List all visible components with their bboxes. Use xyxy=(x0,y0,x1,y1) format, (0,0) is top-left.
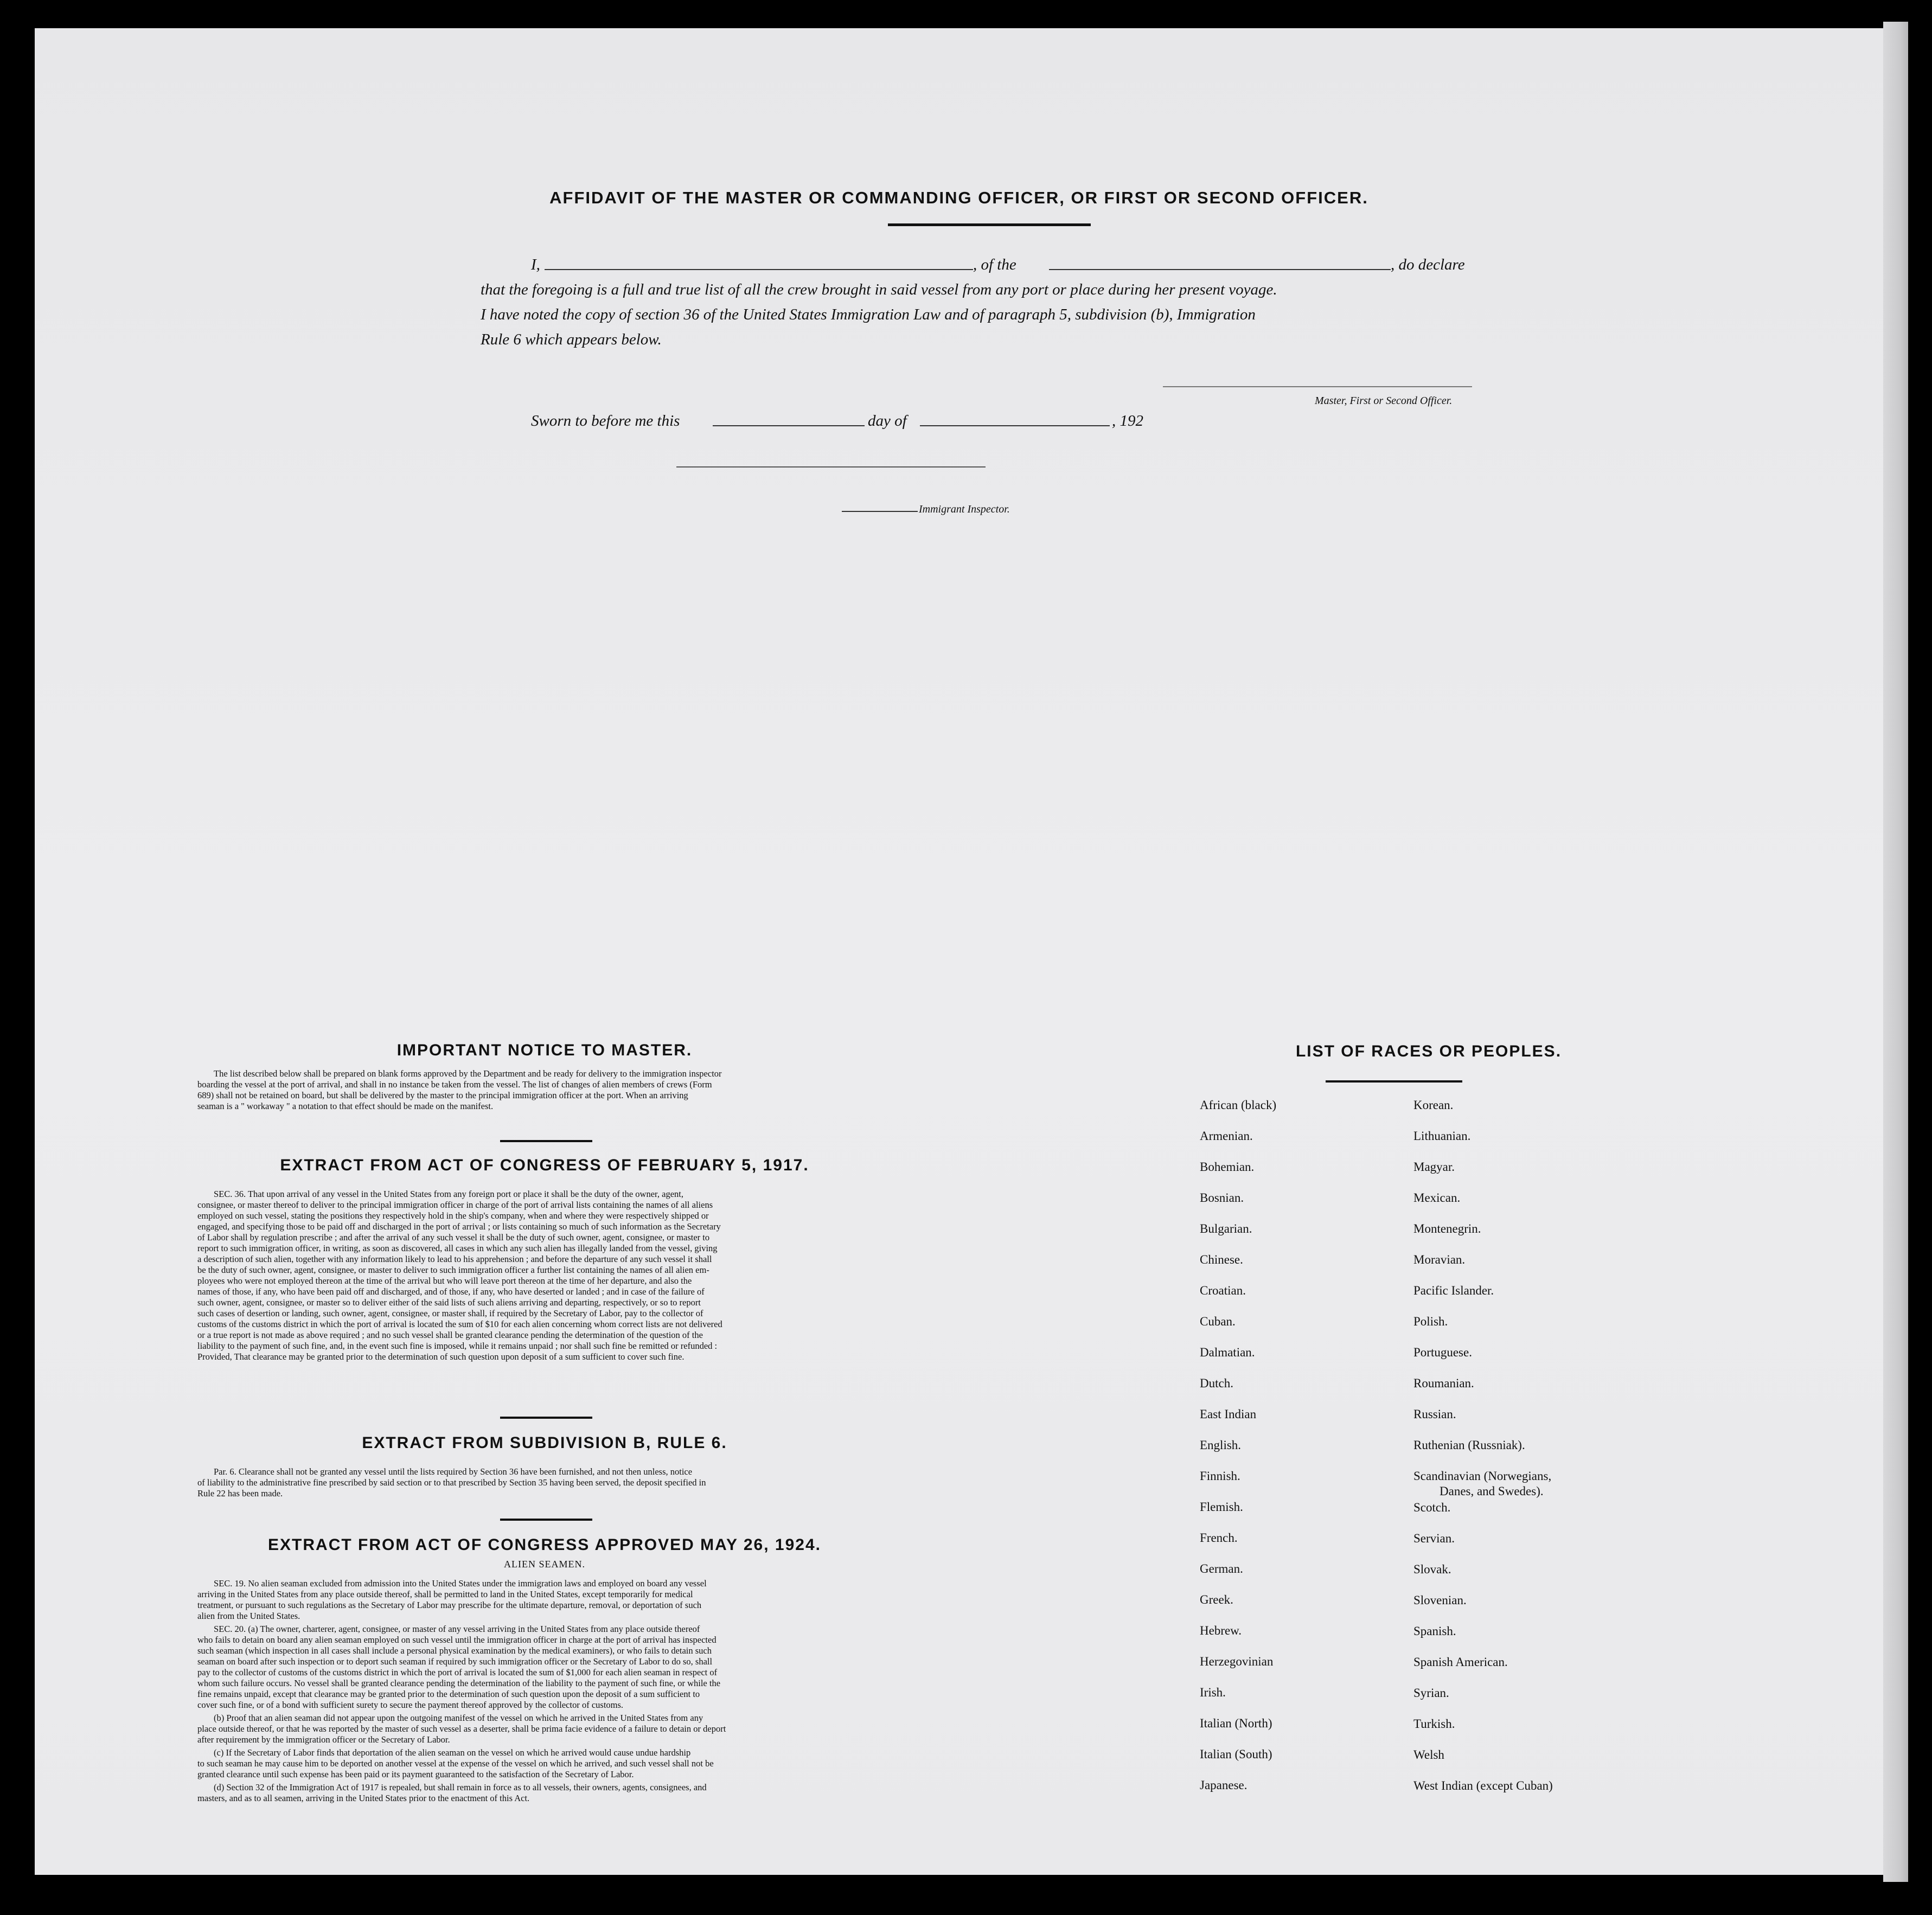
notice-line: boarding the vessel at the port of arrival, and shall in no instance be taken from the vessel. The list of changes of alien members of crews (Form xyxy=(197,1079,712,1090)
race-item: Syrian. xyxy=(1413,1686,1449,1700)
race-item: Bosnian. xyxy=(1200,1191,1244,1205)
rule6-line: Rule 22 has been made. xyxy=(197,1488,283,1498)
section-20-line: cover such fine, or of a bond with sufficient surety to secure the payment thereof approved by the collector of customs. xyxy=(197,1700,624,1710)
section-20c-line: granted clearance until such expense has been paid or its payment guaranteed to the satisfaction of the Secretary of Labor. xyxy=(197,1769,634,1779)
extract-1917-title: EXTRACT FROM ACT OF CONGRESS OF FEBRUARY 5, 1917. xyxy=(280,1156,809,1174)
section-20b-line: (b) Proof that an alien seaman did not appear upon the outgoing manifest of the vessel on which he arrived in the United States from any xyxy=(214,1713,703,1723)
section-20-line: such seaman (which inspection in all cases shall include a personal physical examination by the medical examiners), or who fails to detain such xyxy=(197,1645,712,1656)
document-page xyxy=(35,28,1883,1875)
notice-line: seaman is a " workaway " a notation to that effect should be made on the manifest. xyxy=(197,1101,494,1111)
race-item: African (black) xyxy=(1200,1098,1277,1112)
section-36-line: a description of such alien, together with any information likely to lead to his apprehension ; and before the departure of any such vessel it shall xyxy=(197,1254,712,1264)
sworn-end: , 192 xyxy=(1112,412,1143,430)
race-item: Italian (North) xyxy=(1200,1717,1272,1730)
section-19-line: arriving in the United States from any place outside thereof, shall be permitted to land in the United States, except temporarily for medical xyxy=(197,1589,693,1599)
sworn-month-blank[interactable] xyxy=(920,425,1110,426)
section-36-line: Provided, That clearance may be granted prior to the determination of such question upon deposit of a sum sufficient to cover such fine. xyxy=(197,1352,684,1362)
section-20-line: SEC. 20. (a) The owner, charterer, agent, consignee, or master of any vessel arriving in the United States from any place outside thereof xyxy=(214,1624,700,1634)
race-item: Chinese. xyxy=(1200,1253,1243,1266)
sworn-mid: day of xyxy=(868,412,907,430)
rule6-line: Par. 6. Clearance shall not be granted any vessel until the lists required by Section 36 have been furnished, and not then unless, notice xyxy=(214,1466,693,1477)
race-item: Russian. xyxy=(1413,1407,1456,1421)
affidavit-line1-mid: , of the xyxy=(973,256,1016,273)
race-item: Magyar. xyxy=(1413,1160,1455,1174)
inspector-signature-line[interactable] xyxy=(676,466,986,467)
extract-1924-body xyxy=(197,1578,946,1804)
inspector-label: Immigrant Inspector. xyxy=(919,503,1010,515)
master-label: Master, First or Second Officer. xyxy=(1315,395,1453,407)
race-item: Hebrew. xyxy=(1200,1624,1242,1637)
race-item: Herzegovinian xyxy=(1200,1655,1274,1668)
section-36-line: ployees who were not employed thereon at the time of the arrival but who will leave port thereon at the time of her departure, and also the xyxy=(197,1276,692,1286)
section-36-line: SEC. 36. That upon arrival of any vessel in the United States from any foreign port or place it shall be the duty of the owner, agent, xyxy=(214,1189,683,1199)
section-36-line: liability to the payment of such fine, and, in the event such fine is imposed, while it remains unpaid ; nor shall such fine be remitted or refunded : xyxy=(197,1341,718,1351)
section-36-line: such cases of desertion or landing, such owner, agent, consignee, or master shall, if required by the Secretary of Labor, pay to the collector of xyxy=(197,1308,703,1318)
extract-rule6-title: EXTRACT FROM SUBDIVISION B, RULE 6. xyxy=(362,1434,727,1452)
section-19-line: treatment, or pursuant to such regulations as the Secretary of Labor may prescribe for the ultimate departure, removal, or deportation of such xyxy=(197,1600,702,1610)
race-item: German. xyxy=(1200,1562,1243,1575)
section-36-line: names of those, if any, who have been paid off and discharged, and of those, if any, who have deserted or landed ; and in case of the failure of xyxy=(197,1286,705,1297)
vessel-blank[interactable] xyxy=(1049,269,1391,270)
notice-body xyxy=(197,1068,946,1112)
affidavit-line3: I have noted the copy of section 36 of the United States Immigration Law and of paragraph 5, subdivision (b), Immigration xyxy=(481,306,1256,323)
race-item: Welsh xyxy=(1413,1748,1444,1762)
races-title-rule xyxy=(1326,1080,1462,1083)
race-item: Mexican. xyxy=(1413,1191,1461,1205)
race-item: Turkish. xyxy=(1413,1717,1455,1731)
notice-line: 689) shall not be retained on board, but shall be delivered by the master to the principal immigration officer at the port. When an arriving xyxy=(197,1090,688,1100)
race-item: Slovenian. xyxy=(1413,1593,1467,1607)
rule6-line: of liability to the administrative fine prescribed by said section or to that prescribed by Section 35 having been served, the deposit specified in xyxy=(197,1477,706,1488)
race-item: Bohemian. xyxy=(1200,1160,1255,1174)
section-19-line: alien from the United States. xyxy=(197,1611,300,1621)
race-item: English. xyxy=(1200,1438,1242,1452)
section-36-line: report to such immigration officer, in writing, as soon as discovered, all cases in which any such alien has illegally landed from the vessel, giving xyxy=(197,1243,718,1253)
race-item: Portuguese. xyxy=(1413,1346,1472,1359)
race-item: Ruthenian (Russniak). xyxy=(1413,1438,1525,1452)
section-36-line: be the duty of such owner, agent, consignee, or master to deliver to such immigration officer a further list containing the names of all alien em- xyxy=(197,1265,709,1275)
race-item: Bulgarian. xyxy=(1200,1222,1252,1235)
race-item: West Indian (except Cuban) xyxy=(1413,1779,1553,1792)
extract-rule6-body xyxy=(197,1466,946,1499)
section-36-line: employed on such vessel, stating the positions they respectively hold in the ship's company, when and where they were respectively shipped or xyxy=(197,1211,709,1221)
race-item: Scandinavian (Norwegians, xyxy=(1413,1469,1552,1483)
title-rule xyxy=(888,223,1091,226)
section-19-line: SEC. 19. No alien seaman excluded from admission into the United States under the immigration laws and employed on board any vessel xyxy=(214,1578,707,1589)
race-item: Armenian. xyxy=(1200,1129,1253,1143)
affidavit-line4: Rule 6 which appears below. xyxy=(481,331,662,348)
race-item: Moravian. xyxy=(1413,1253,1466,1266)
race-item: Roumanian. xyxy=(1413,1376,1474,1390)
section-20-line: who fails to detain on board any alien seaman employed on such vessel until the immigration officer in charge at the port of arrival has inspected xyxy=(197,1635,716,1645)
race-item: Lithuanian. xyxy=(1413,1129,1471,1143)
notice-line: The list described below shall be prepared on blank forms approved by the Department and be ready for delivery to the immigration inspector xyxy=(214,1068,722,1079)
race-item: Italian (South) xyxy=(1200,1747,1272,1761)
section-20b-line: place outside thereof, or that he was reported by the master of such vessel as a deserter, shall be prima facie evidence of a failure to detain or deport xyxy=(197,1724,726,1734)
section-20-line: seaman on board after such inspection or to deport such seaman if required by such immigration officer or the Secretary of Labor to do so, shall xyxy=(197,1656,713,1667)
inspector-name-line[interactable] xyxy=(842,511,918,512)
page-edge xyxy=(1883,22,1908,1882)
race-item: Dalmatian. xyxy=(1200,1346,1255,1359)
race-item: Pacific Islander. xyxy=(1413,1284,1494,1297)
sworn-start: Sworn to before me this xyxy=(531,412,680,430)
extract-1917-body xyxy=(197,1189,946,1362)
race-item: French. xyxy=(1200,1531,1238,1545)
sworn-day-blank[interactable] xyxy=(713,425,865,426)
race-item: Greek. xyxy=(1200,1593,1233,1606)
race-item: East Indian xyxy=(1200,1407,1257,1421)
race-item: Dutch. xyxy=(1200,1376,1233,1390)
section-36-line: engaged, and specifying those to be paid off and discharged in the port of arrival ; or lists containing so much of such information as the Secretary xyxy=(197,1221,721,1232)
master-signature-line[interactable] xyxy=(1163,386,1472,387)
race-item-continuation: Danes, and Swedes). xyxy=(1440,1484,1544,1498)
races-title: LIST OF RACES OR PEOPLES. xyxy=(1295,1042,1562,1060)
race-item: Spanish. xyxy=(1413,1624,1456,1638)
section-36-line: consignee, or master thereof to deliver to the principal immigration officer in charge of the port of arrival lists containing the names of all aliens xyxy=(197,1200,713,1210)
race-item: Spanish American. xyxy=(1413,1655,1508,1669)
section-20-line: fine remains unpaid, except that clearance may be granted prior to the determination of such question upon the deposit of a sum sufficient to xyxy=(197,1689,700,1699)
section-36-line: or a true report is not made as above required ; and no such vessel shall be granted clearance pending the determination of the question of the xyxy=(197,1330,703,1340)
affidavit-line1-start: I, xyxy=(531,256,540,273)
affidavit-title: AFFIDAVIT OF THE MASTER OR COMMANDING OFFICER, OR FIRST OR SECOND OFFICER. xyxy=(549,188,1368,207)
race-item: Irish. xyxy=(1200,1686,1226,1699)
section-20d-line: masters, and as to all seamen, arriving in the United States prior to the enactment of this Act. xyxy=(197,1793,530,1803)
affidavit-line1-end: , do declare xyxy=(1391,256,1465,273)
race-item: Korean. xyxy=(1413,1098,1454,1112)
alien-seamen-subtitle: ALIEN SEAMEN. xyxy=(504,1559,585,1570)
section-20c-line: to such seaman he may cause him to be deported on another vessel at the expense of the vessel on which he arrived, and such vessel shall not be xyxy=(197,1758,714,1769)
section-rule xyxy=(500,1140,592,1142)
section-20-line: whom such failure occurs. No vessel shall be granted clearance pending the determination of the liability to the payment of such fine, or while the xyxy=(197,1678,721,1688)
race-item: Japanese. xyxy=(1200,1778,1248,1792)
race-item: Croatian. xyxy=(1200,1284,1246,1297)
race-item: Finnish. xyxy=(1200,1469,1240,1483)
section-rule xyxy=(500,1519,592,1521)
race-item: Slovak. xyxy=(1413,1562,1451,1576)
race-item: Flemish. xyxy=(1200,1500,1243,1514)
section-36-line: customs of the customs district in which the port of arrival is located the sum of $10 for each alien concerning whom correct lists are not delivered xyxy=(197,1319,722,1329)
section-rule xyxy=(500,1417,592,1419)
race-item: Montenegrin. xyxy=(1413,1222,1481,1235)
notice-title: IMPORTANT NOTICE TO MASTER. xyxy=(396,1041,693,1059)
name-blank[interactable] xyxy=(545,269,973,270)
section-20d-line: (d) Section 32 of the Immigration Act of 1917 is repealed, but shall remain in force as to all vessels, their owners, agents, consignees, and xyxy=(214,1782,707,1792)
race-item: Cuban. xyxy=(1200,1315,1236,1328)
section-36-line: of Labor shall by regulation prescribe ; and after the arrival of any such vessel it shall be the duty of such owner, agent, consignee, or master to xyxy=(197,1232,710,1242)
section-20c-line: (c) If the Secretary of Labor finds that deportation of the alien seaman on the vessel on which he arrived would cause undue hardship xyxy=(214,1747,691,1758)
affidavit-line2: that the foregoing is a full and true list of all the crew brought in said vessel from any port or place during her present voyage. xyxy=(481,281,1277,298)
section-36-line: such owner, agent, consignee, or master so to deliver either of the said lists of such aliens arriving and departing, respectively, or so to report xyxy=(197,1297,701,1308)
race-item: Servian. xyxy=(1413,1532,1455,1545)
race-item: Scotch. xyxy=(1413,1501,1451,1514)
section-20-line: pay to the collector of customs of the customs district in which the port of arrival is located the sum of $1,000 for each alien seaman in respect of xyxy=(197,1667,718,1677)
extract-1924-title: EXTRACT FROM ACT OF CONGRESS APPROVED MAY 26, 1924. xyxy=(268,1536,821,1554)
race-item: Polish. xyxy=(1413,1315,1448,1328)
section-20b-line: after requirement by the immigration officer or the Secretary of Labor. xyxy=(197,1734,450,1745)
